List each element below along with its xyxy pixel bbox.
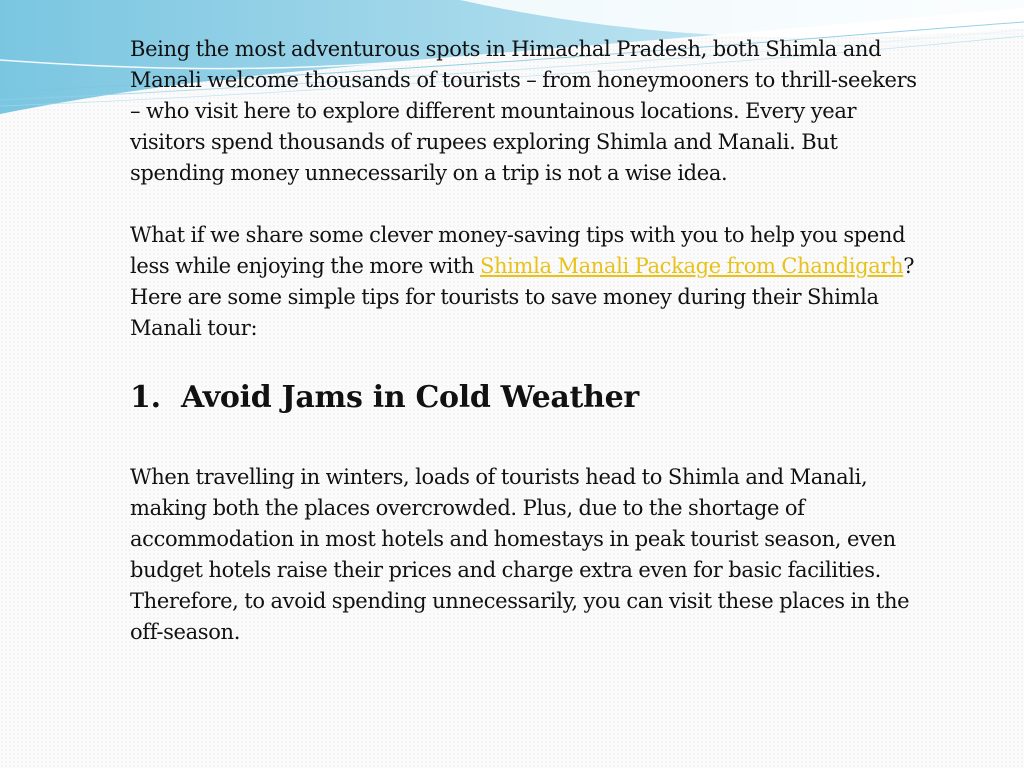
tips-text-after: ? Here are some simple tips for tourists to save money during their Shimla Manali tour: bbox=[130, 254, 915, 340]
content bbox=[130, 34, 920, 648]
tips-text-before: What if we share some clever money-saving tips with you to help you spend less while enjoying the more with bbox=[130, 223, 906, 278]
heading-number: 1. bbox=[130, 380, 161, 415]
section-heading bbox=[130, 378, 920, 418]
package-link[interactable]: Shimla Manali Package from Chandigarh bbox=[479, 254, 904, 278]
tips-paragraph bbox=[130, 220, 920, 344]
intro-paragraph: Being the most adventurous spots in Himachal Pradesh, both Shimla and Manali welcome thousands of tourists – from honeymooners to thrill-seekers – who visit here to explore different mountainous locations. Every year visitors spend thousands of rupees exploring Shimla and Manali. But spending money unnecessarily on a trip is not a wise idea. bbox=[130, 37, 917, 185]
heading-title: Avoid Jams in Cold Weather bbox=[181, 380, 639, 415]
section-body-paragraph: When travelling in winters, loads of tourists head to Shimla and Manali, making both the places overcrowded. Plus, due to the shortage of accommodation in most hotels and homestays in peak tourist season, even budget hotels raise their prices and charge extra even for basic facilities. Therefore, to avoid spending unnecessarily, you can visit these places in the off-season. bbox=[130, 465, 910, 644]
